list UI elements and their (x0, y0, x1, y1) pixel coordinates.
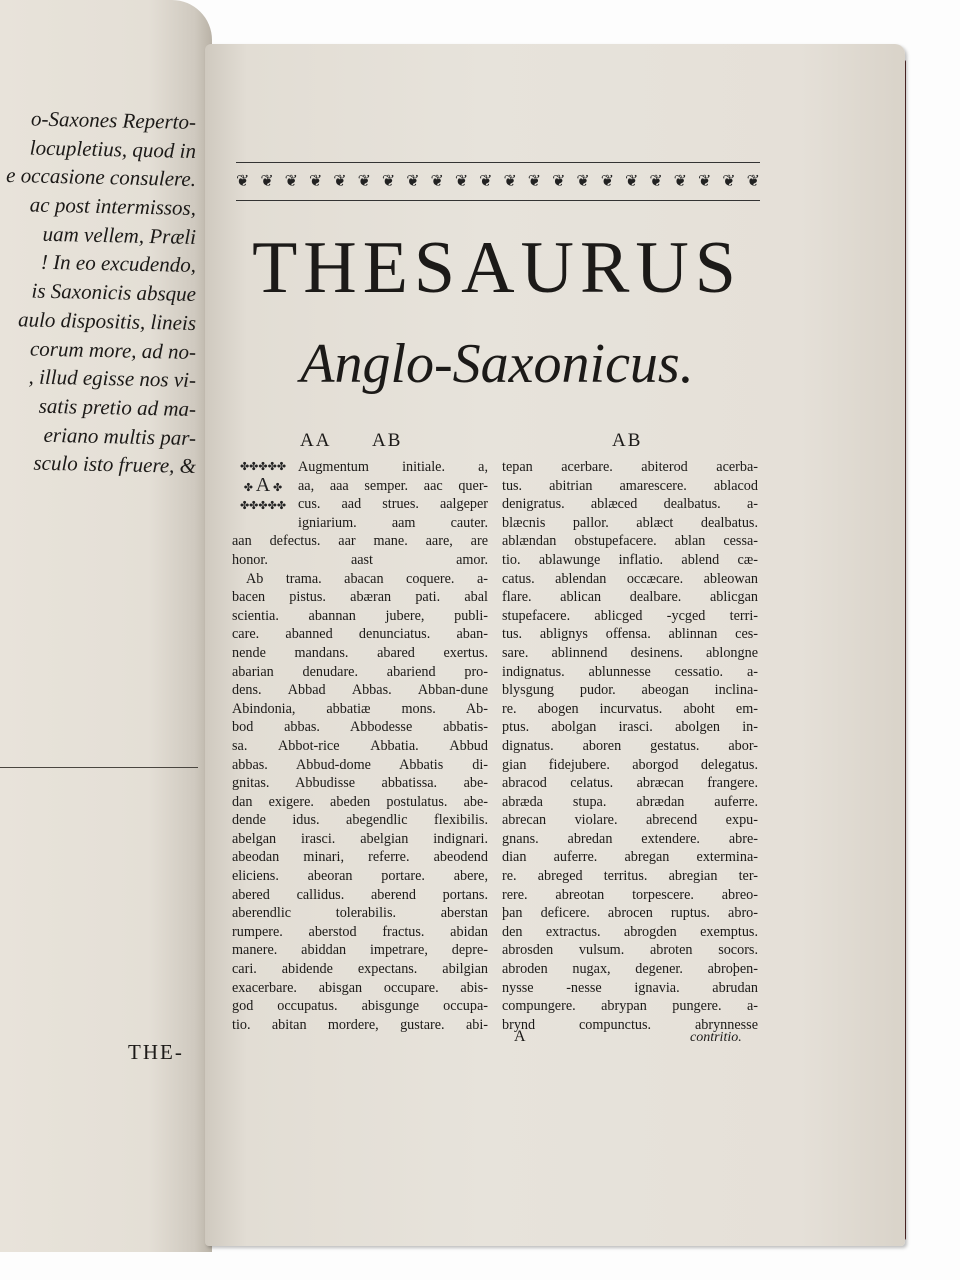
ornament-icon: ❦ (454, 173, 469, 190)
ornament-icon: ❦ (746, 173, 760, 190)
dictionary-line: dende idus. abegendlic flexibilis. (232, 812, 488, 829)
dictionary-line: sare. ablinnend desinens. ablongne (502, 644, 758, 661)
ornament-icon: ❦ (357, 173, 371, 190)
dictionary-line: rumpere. aberstod fractus. abidan (232, 923, 488, 940)
dictionary-line: gnans. abredan extendere. abre- (502, 830, 758, 847)
text-line: satis pretio ad ma- (38, 393, 197, 421)
dictionary-line: Augmentum initiale. a, (298, 459, 488, 475)
bottom-rule (236, 200, 760, 201)
dictionary-line: abrosden vulsum. abroten socors. (502, 942, 758, 959)
dictionary-line: den extractus. abrogden exemptus. (502, 923, 758, 940)
dictionary-line: blæcnis pallor. ablæct dealbatus. (502, 514, 758, 531)
dictionary-line: stupefacere. ablicged -ycged terri- (502, 607, 758, 624)
top-rule (236, 162, 760, 163)
dictionary-line: honor. aast amor. (232, 551, 488, 568)
initial-border-icon: ✤✤✤✤✤ (239, 500, 287, 512)
page-title: THESAURUS (252, 227, 742, 309)
column-head-aa: AA (300, 430, 332, 451)
dictionary-line: tus. ablignys offensa. ablinnan ces- (502, 626, 758, 643)
ornament-icon: ❦ (503, 173, 517, 190)
ornament-icon: ❦ (260, 173, 274, 190)
dictionary-line: manere. abiddan impetrare, depre- (232, 942, 488, 959)
dictionary-line: dens. Abbad Abbas. Abban-dune (232, 682, 488, 699)
text-line: , illud egisse nos vi- (28, 364, 197, 393)
ornament-band (236, 170, 760, 192)
dictionary-line: denigratus. ablæced dealbatus. a- (502, 496, 758, 513)
initial-border-icon: ✤ (243, 482, 256, 494)
dictionary-line: ptus. abolgan irasci. abolgen in- (502, 719, 758, 736)
dictionary-line: exacerbare. abisgan occupare. abis- (232, 979, 488, 996)
dictionary-column-left (232, 458, 488, 1034)
dictionary-line: dian auferre. abregan extermina- (502, 849, 758, 866)
dictionary-line: indignatus. ablunnesse cessatio. a- (502, 663, 758, 680)
dictionary-line: abered callidus. aberend portans. (232, 886, 488, 903)
ornament-icon: ❦ (406, 173, 420, 190)
dictionary-line: sa. Abbot-rice Abbatia. Abbud (232, 737, 488, 754)
ornament-icon: ❦ (649, 173, 663, 190)
text-line: is Saxonicis absque (31, 278, 197, 307)
dictionary-line: bacen pistus. abæran pati. abal (232, 589, 488, 606)
ornament-icon: ❦ (381, 173, 396, 190)
dictionary-line: abroden nugax, degener. abroþen- (502, 961, 758, 978)
dictionary-line: dignatus. aboren gestatus. abor- (502, 737, 758, 754)
dictionary-line: gian fidejubere. aborgod delegatus. (502, 756, 758, 773)
dictionary-line: nysse -nesse ignavia. abrudan (502, 979, 758, 996)
dictionary-line: bod abbas. Abbodesse abbatis- (232, 719, 488, 736)
dictionary-line: re. abreged territus. abregian ter- (502, 868, 758, 885)
dictionary-line: aa, aaa semper. aac quer- (298, 477, 488, 494)
ornament-icon: ❦ (333, 173, 347, 190)
ornament-icon: ❦ (236, 173, 250, 190)
dictionary-line: god occupatus. abisgunge occupa- (232, 998, 488, 1015)
dictionary-line: aan defectus. aar mane. aare, are (232, 533, 488, 550)
dictionary-line: gnitas. Abbudisse abbatissa. abe- (232, 775, 488, 792)
text-line: ! In eo excudendo, (40, 250, 197, 278)
dictionary-line: abeodan minari, referre. abeodend (232, 849, 488, 866)
dictionary-line: cari. abidende expectans. abilgian (232, 961, 488, 978)
column-head-ab-left: AB (372, 430, 403, 451)
dictionary-line: abracod celatus. abræcan frangere. (502, 775, 758, 792)
dictionary-line: abarian denudare. abariend pro- (232, 663, 488, 680)
dictionary-line: catus. ablendan occæcare. ableowan (502, 570, 758, 587)
signature-mark: A (514, 1028, 526, 1045)
initial-border-icon: ✤ (270, 482, 283, 494)
dictionary-line: abræda stupa. abrædan auferre. (502, 793, 758, 810)
dictionary-line: care. abanned denunciatus. aban- (232, 626, 488, 643)
left-page-catchword: THE- (128, 1040, 184, 1064)
dictionary-line: scientia. abannan jubere, publi- (232, 607, 488, 624)
dictionary-line: cus. aad strues. aalgeper (298, 496, 488, 513)
dictionary-line: abelgan irasci. abelgian indignari. (232, 830, 488, 847)
dictionary-line: tio. ablawunge inflatio. ablend cæ- (502, 551, 758, 568)
text-line: locupletius, quod in (29, 135, 197, 163)
ornament-icon: ❦ (308, 173, 323, 190)
text-line: eriano multis par- (43, 422, 197, 450)
dictionary-line: dan exigere. abeden postulatus. abe- (232, 793, 488, 810)
text-line: corum more, ad no- (29, 336, 197, 364)
text-line: uam vellem, Præli (42, 221, 197, 249)
ornament-icon: ❦ (552, 173, 566, 190)
ornament-icon: ❦ (430, 173, 444, 190)
column-head-ab-right: AB (612, 430, 643, 451)
catchword: contritio. (690, 1030, 742, 1045)
dictionary-line: igniarium. aam cauter. (298, 514, 488, 531)
dictionary-line: nende mandans. abared exertus. (232, 644, 488, 661)
dictionary-line: Abindonia, abbatiæ mons. Ab- (232, 700, 488, 717)
text-line: ac post intermissos, (29, 192, 197, 221)
dictionary-line: tus. abitrian amarescere. ablacod (502, 477, 758, 494)
dictionary-line: compungere. abrypan pungere. a- (502, 998, 758, 1015)
dictionary-line: rere. abreotan torpescere. abreo- (502, 886, 758, 903)
dictionary-line: re. abogen incurvatus. aboht em- (502, 700, 758, 717)
dictionary-line: abbas. Abbud-dome Abbatis di- (232, 756, 488, 773)
left-page (0, 0, 212, 1252)
left-page-text (0, 108, 196, 481)
initial-letter-a: A (255, 474, 271, 496)
page-subtitle: Anglo-Saxonicus. (300, 333, 694, 395)
ornament-icon: ❦ (722, 173, 736, 190)
ornament-icon: ❦ (625, 173, 639, 190)
dictionary-line: eliciens. abeoran portare. abere, (232, 868, 488, 885)
dictionary-line: aberendlic tolerabilis. aberstan (232, 905, 488, 922)
ornament-icon: ❦ (284, 173, 299, 190)
ornament-icon: ❦ (576, 173, 590, 190)
ornament-icon: ❦ (479, 173, 493, 190)
text-line: sculo isto fruere, & (33, 450, 197, 479)
dictionary-line: flare. ablican dealbare. ablicgan (502, 589, 758, 606)
dictionary-column-right (502, 458, 758, 1034)
text-line: aulo dispositis, lineis (17, 307, 197, 335)
initial-border-icon: ✤✤✤✤✤ (239, 461, 287, 473)
dictionary-line: ablændan obstupefacere. ablan cessa- (502, 533, 758, 550)
left-page-rule (0, 767, 198, 768)
ornament-icon: ❦ (527, 173, 542, 190)
ornament-icon: ❦ (600, 173, 615, 190)
dictionary-line: tio. abitan mordere, gustare. abi- (232, 1016, 488, 1033)
dictionary-line: blysgung pudor. abeogan inclina- (502, 682, 758, 699)
dictionary-line: abrecan violare. abrecend expu- (502, 812, 758, 829)
ornament-icon: ❦ (697, 173, 712, 190)
dictionary-line: Ab trama. abacan coquere. a- (246, 570, 488, 587)
text-line: o-Saxones Reperto- (30, 106, 197, 134)
dictionary-line: þan deficere. abrocen ruptus. abro- (502, 905, 758, 922)
dictionary-line: tepan acerbare. abiterod acerba- (502, 459, 758, 475)
text-line: e occasione consulere. (5, 163, 197, 192)
dictionary-line: brynd compunctus. abrynnesse (502, 1016, 758, 1033)
ornament-icon: ❦ (673, 173, 688, 190)
